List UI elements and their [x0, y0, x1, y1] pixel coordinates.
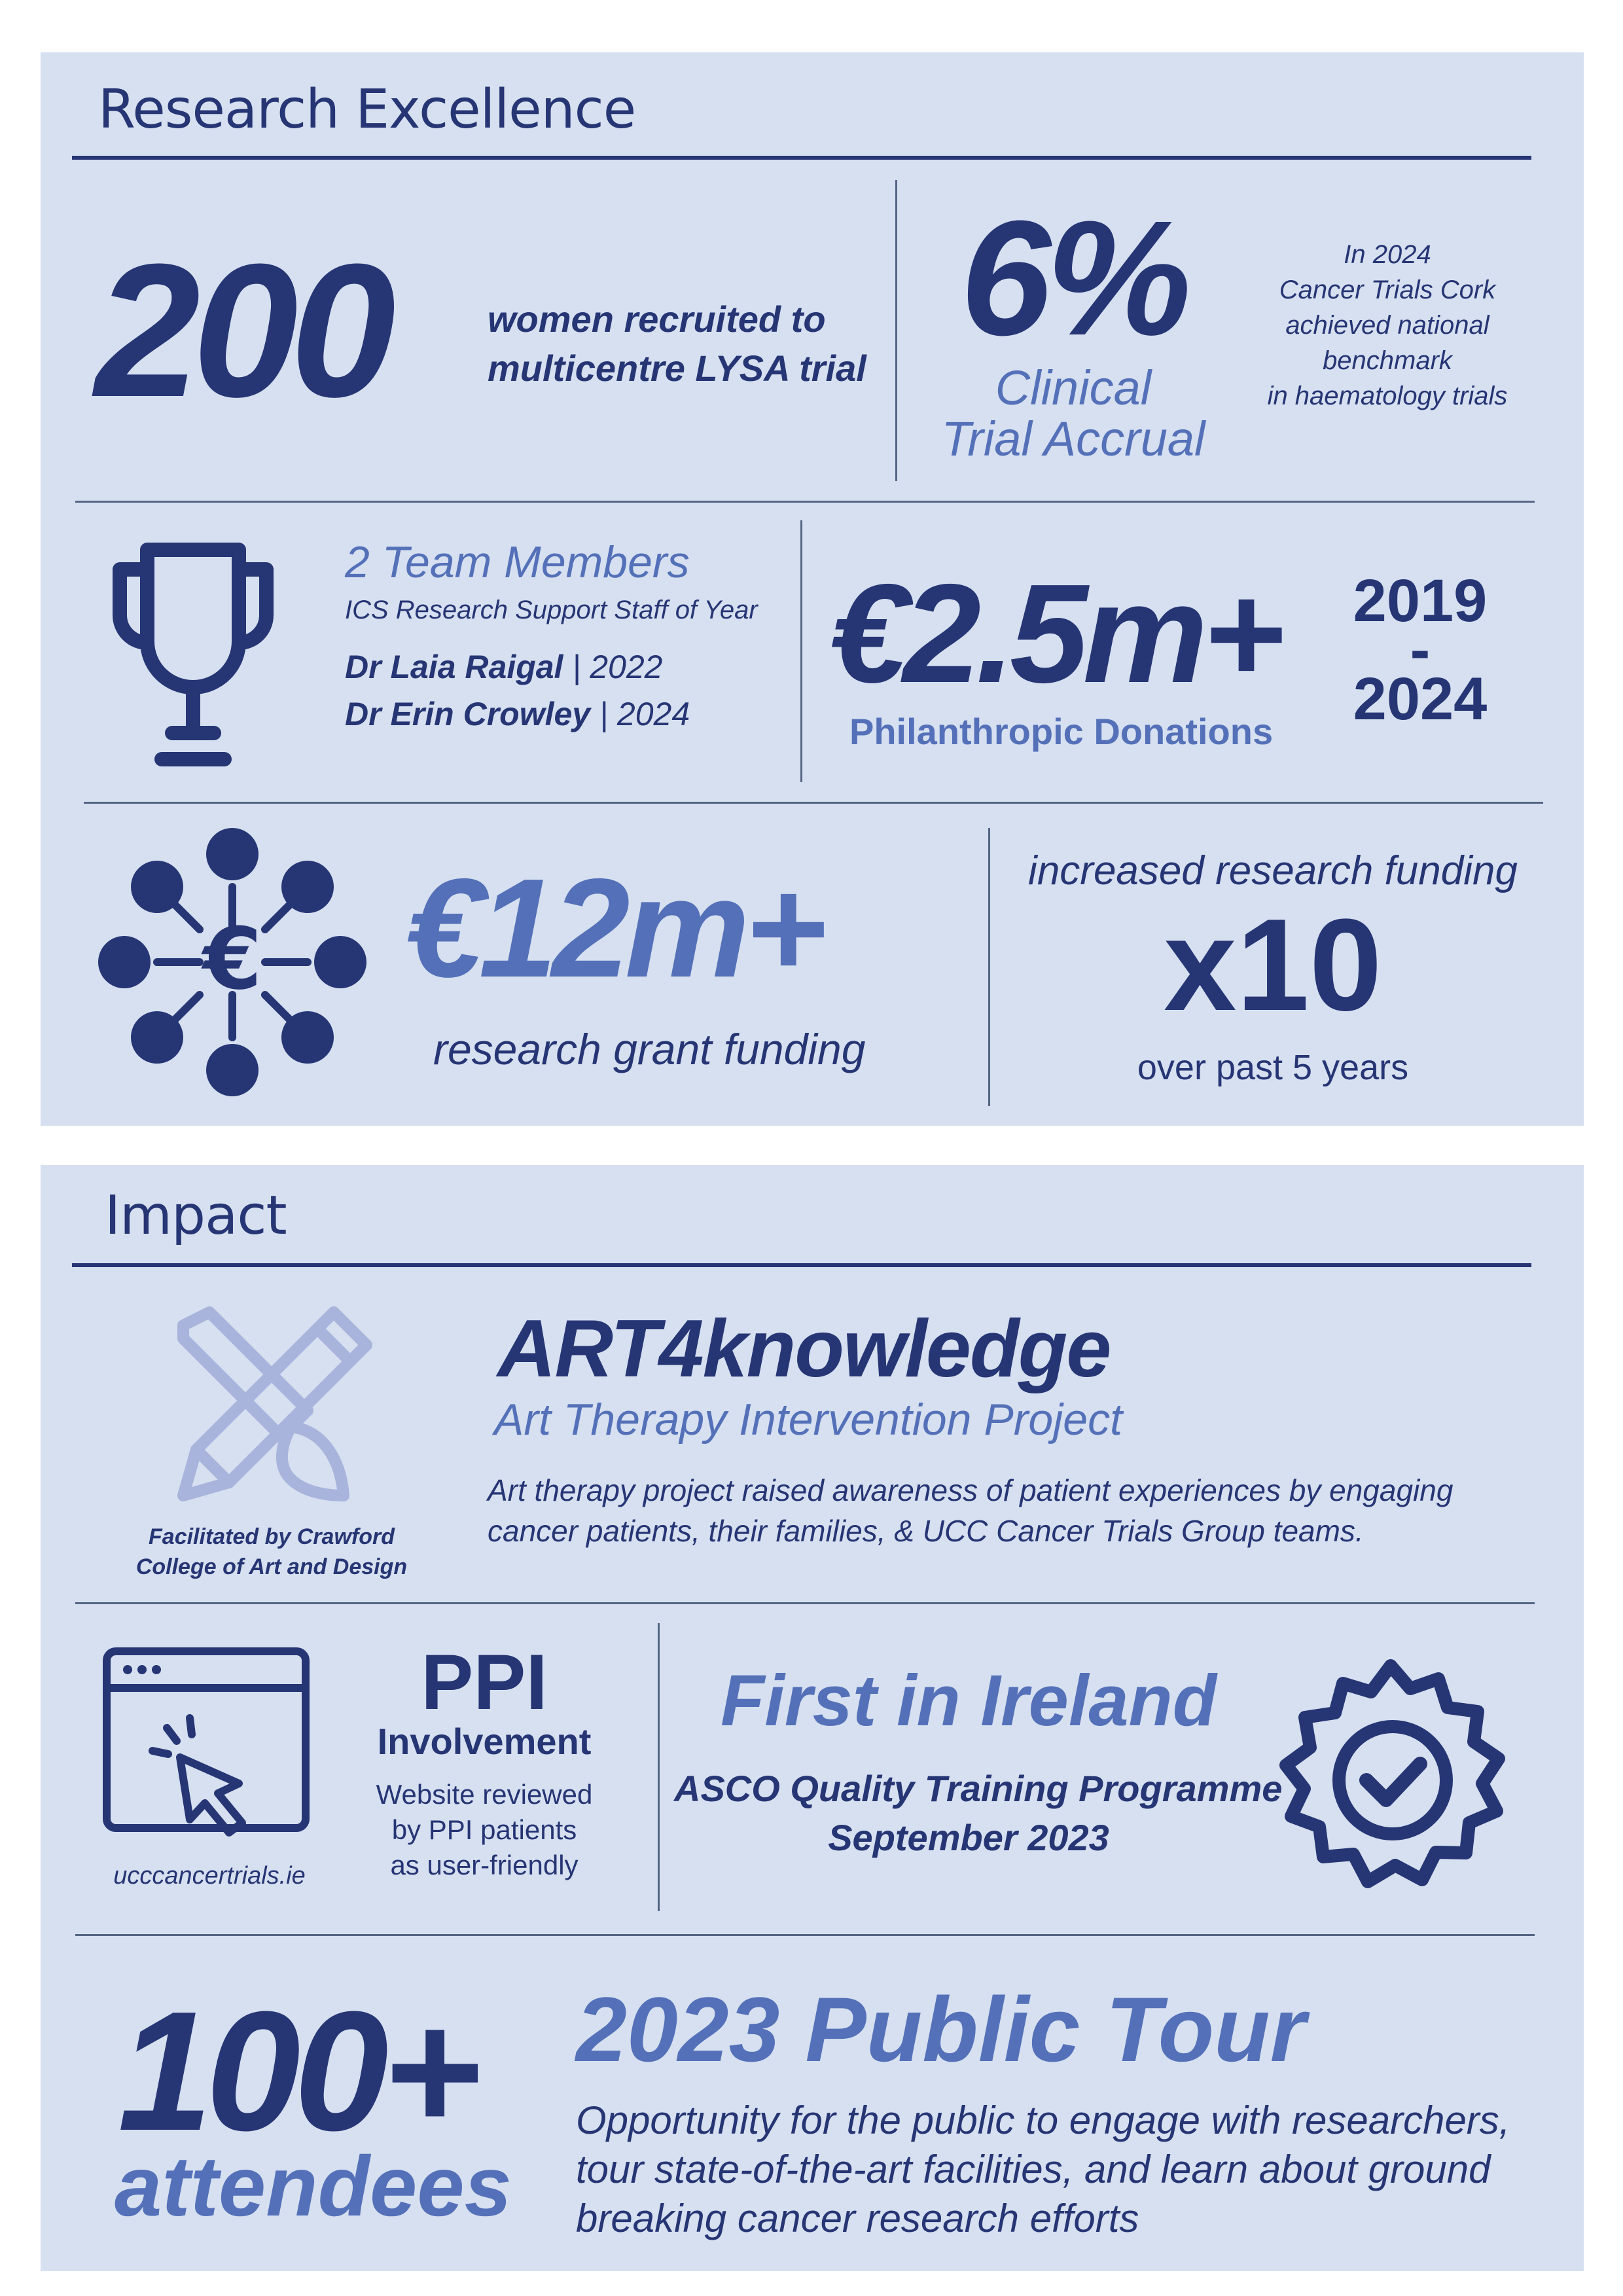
paintbrush-pencil-icon: [157, 1299, 393, 1515]
accrual-note-line5: in haematology trials: [1267, 382, 1508, 410]
browser-cursor-icon: [101, 1646, 311, 1849]
badge-check-icon: [1270, 1653, 1512, 1895]
art-desc-line2: cancer patients, their families, & UCC Cancer Trials Group teams.: [488, 1514, 1364, 1548]
accrual-note-line1: In 2024: [1344, 240, 1431, 269]
funding-bottom-text: over past 5 years: [1137, 1048, 1409, 1087]
ppi-desc-line2: by PPI patients: [391, 1814, 577, 1845]
trophy-icon: [108, 537, 278, 772]
art-credit: [98, 1522, 445, 1582]
person2-year: | 2024: [599, 696, 690, 732]
row2-rule: [84, 802, 1543, 804]
donation-year-end: 2024: [1353, 666, 1488, 732]
tour-number: 100+: [118, 1977, 475, 2166]
tour-desc-line1: Opportunity for the public to engage with researchers,: [576, 2098, 1510, 2142]
tour-desc-line3: breaking cancer research efforts: [576, 2197, 1139, 2240]
team-person1: [345, 648, 662, 686]
ppi-desc-line3: as user-friendly: [390, 1850, 579, 1880]
ppi-website: ucccancertrials.ie: [113, 1862, 306, 1890]
grants-label: research grant funding: [433, 1025, 866, 1073]
lysa-text-line1: women recruited to: [488, 298, 826, 340]
person1-name: Dr Laia Raigal: [345, 649, 563, 685]
ppi-subtitle: Involvement: [377, 1721, 592, 1762]
accrual-label-line2: Trial Accrual: [941, 412, 1205, 466]
euro-network-icon: [95, 825, 370, 1100]
impact-row1-rule: [75, 1602, 1535, 1604]
art-credit-line1: Facilitated by Crawford: [149, 1524, 395, 1549]
impact-row2-rule: [75, 1934, 1535, 1936]
accrual-note: [1230, 237, 1544, 414]
art-subtitle: Art Therapy Intervention Project: [494, 1395, 1123, 1444]
donation-year-sep: -: [1410, 617, 1431, 683]
row3-divider: [988, 828, 990, 1106]
impact-heading: Impact: [105, 1185, 287, 1247]
accrual-note-line2: Cancer Trials Cork: [1279, 276, 1496, 304]
team-person2: [345, 695, 690, 733]
impact-heading-rule: [72, 1263, 1531, 1267]
grants-amount: €12m+: [406, 849, 822, 1007]
asco-line1: ASCO Quality Training Programme: [674, 1768, 1283, 1809]
row1-divider: [895, 180, 897, 481]
accrual-percent: 6%: [960, 187, 1186, 369]
research-excellence-heading: Research Excellence: [98, 79, 636, 141]
funding-multiplier: x10: [1164, 892, 1382, 1038]
impact-row2-divider: [658, 1623, 660, 1911]
row1-rule: [75, 501, 1535, 503]
tour-desc-line2: tour state-of-the-art facilities, and learn about ground: [576, 2147, 1491, 2191]
person2-name: Dr Erin Crowley: [345, 696, 591, 732]
tour-attendees: attendees: [115, 2138, 512, 2234]
ppi-desc-line1: Website reviewed: [376, 1779, 593, 1810]
lysa-text-line2: multicentre LYSA trial: [488, 348, 866, 389]
tour-title: 2023 Public Tour: [576, 1978, 1306, 2081]
donations-amount: €2.5m+: [830, 554, 1280, 712]
donations-label: Philanthropic Donations: [849, 711, 1274, 752]
svg-text:€: €: [202, 909, 262, 1009]
lysa-number: 200: [95, 224, 388, 437]
art-title: ART4knowledge: [497, 1304, 1111, 1394]
ppi-desc: [353, 1777, 615, 1883]
ppi-title: PPI: [421, 1638, 548, 1726]
person1-year: | 2022: [572, 649, 663, 685]
art-credit-line2: College of Art and Design: [135, 1554, 408, 1579]
row2-divider: [800, 520, 802, 782]
donation-years: [1342, 568, 1499, 732]
asco-line2: September 2023: [828, 1817, 1109, 1858]
team-title: 2 Team Members: [345, 537, 690, 587]
asco-title: First in Ireland: [721, 1660, 1217, 1741]
research-heading-rule: [72, 156, 1531, 160]
donation-year-start: 2019: [1353, 567, 1488, 634]
accrual-note-line4: benchmark: [1323, 346, 1452, 375]
team-subtitle: ICS Research Support Staff of Year: [345, 596, 758, 624]
art-desc-line1: Art therapy project raised awareness of patient experiences by engaging: [488, 1473, 1454, 1507]
accrual-label-line1: Clinical: [995, 361, 1152, 415]
accrual-note-line3: achieved national: [1285, 311, 1489, 340]
funding-top-text: increased research funding: [1028, 848, 1518, 893]
